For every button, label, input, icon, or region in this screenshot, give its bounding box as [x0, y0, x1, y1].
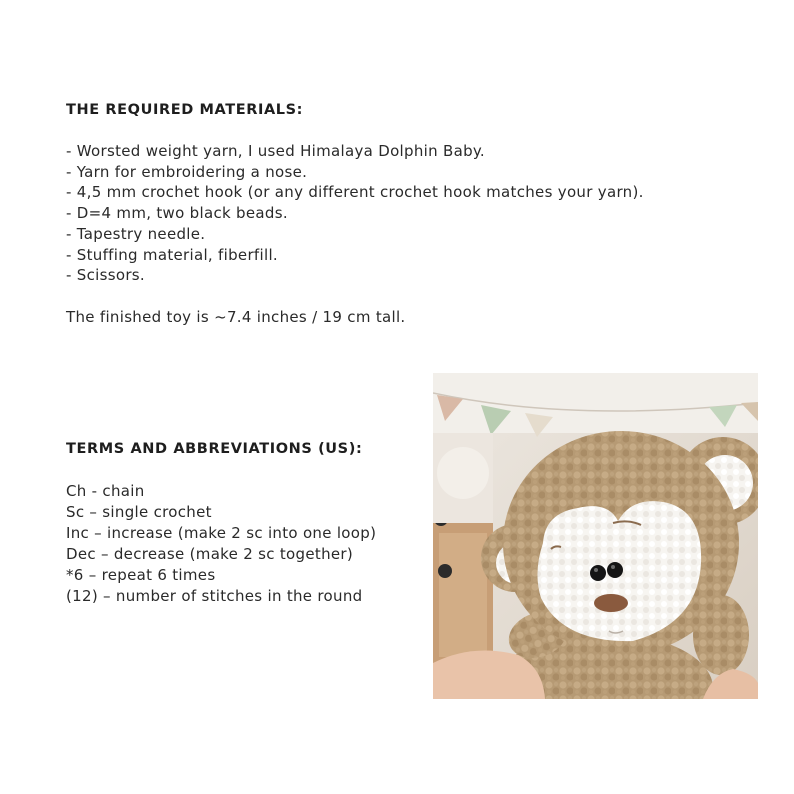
list-item: - D=4 mm, two black beads. [66, 204, 288, 223]
list-item: (12) – number of stitches in the round [66, 587, 363, 605]
materials-list [66, 141, 644, 286]
list-item: - Tapestry needle. [66, 224, 206, 243]
list-item: *6 – repeat 6 times [66, 566, 216, 584]
terms-list [66, 481, 376, 607]
list-item: Sc – single crochet [66, 503, 212, 521]
terms-heading: TERMS AND ABBREVIATIONS (US): [66, 441, 363, 457]
list-item: Ch - chain [66, 482, 145, 500]
list-item: Dec – decrease (make 2 sc together) [66, 545, 354, 563]
finished-size-note: The finished toy is ~7.4 inches / 19 cm tall. [66, 308, 406, 326]
list-item: - Worsted weight yarn, I used Himalaya Dolphin Baby. [66, 142, 486, 160]
list-item: Inc – increase (make 2 sc into one loop) [66, 524, 377, 542]
list-item: - Yarn for embroidering a nose. [66, 162, 308, 181]
list-item: - 4,5 mm crochet hook (or any different crochet hook matches your yarn). [66, 183, 644, 202]
list-item: - Scissors. [66, 266, 145, 285]
list-item: - Stuffing material, fiberfill. [66, 245, 278, 264]
materials-heading: THE REQUIRED MATERIALS: [66, 102, 304, 118]
crochet-monkey-photo [433, 373, 758, 699]
